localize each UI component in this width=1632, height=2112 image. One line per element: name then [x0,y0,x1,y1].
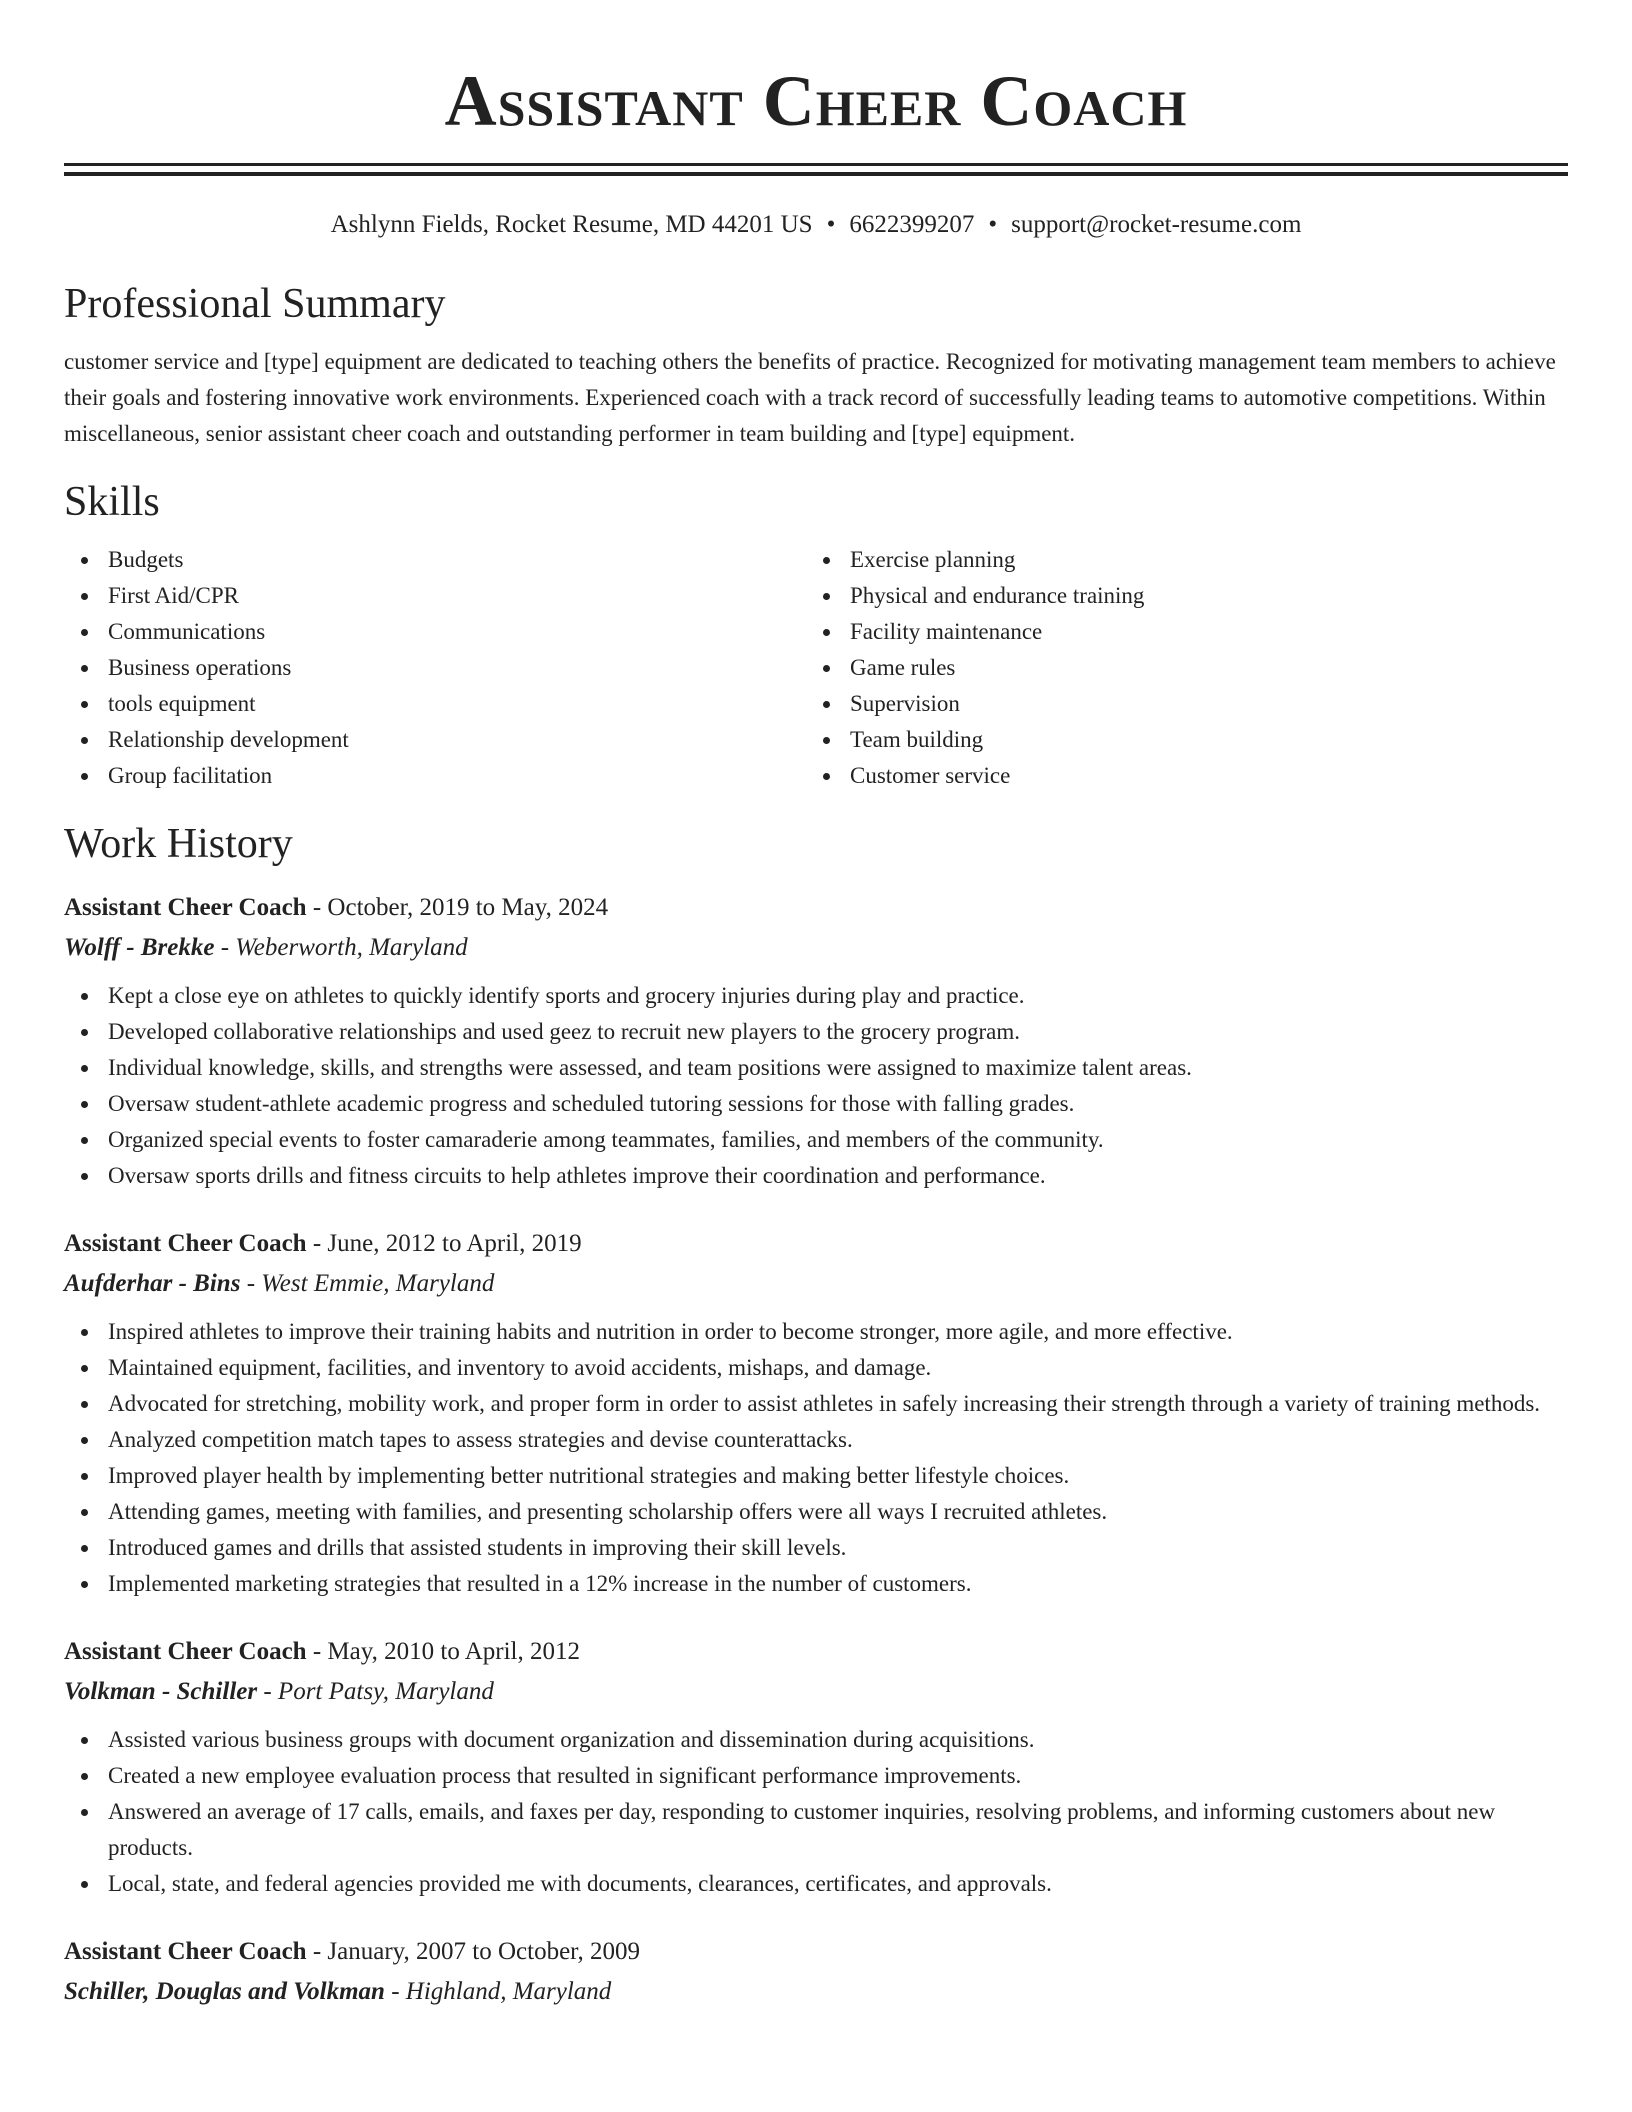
job-bullet: Assisted various business groups with document organization and dissemination during acquisitions. [64,1722,1568,1758]
job-bullet: Advocated for stretching, mobility work, and proper form in order to assist athletes in safely increasing their strength through a variety of training methods. [64,1386,1568,1422]
job-title: Assistant Cheer Coach [64,1230,307,1257]
job-entry [64,888,1568,1194]
job-location: Weberworth, Maryland [235,934,468,961]
job-entry [64,1632,1568,1902]
skill-item: Budgets [64,542,806,578]
job-bullet: Local, state, and federal agencies provided me with documents, clearances, certificates, and approvals. [64,1866,1568,1902]
skill-item: Game rules [806,650,1548,686]
job-title-line [64,1932,1568,1972]
job-title: Assistant Cheer Coach [64,894,307,921]
job-location: Highland, Maryland [405,1978,612,2005]
job-bullet: Kept a close eye on athletes to quickly identify sports and grocery injuries during play and practice. [64,978,1568,1014]
skill-item: tools equipment [64,686,806,722]
job-bullet: Organized special events to foster camaraderie among teammates, families, and members of the community. [64,1122,1568,1158]
resume-content [64,0,1568,2012]
job-company-line [64,1672,1568,1712]
skill-item: Exercise planning [806,542,1548,578]
job-company-line [64,1972,1568,2012]
skills-columns [64,542,1568,794]
job-title: Assistant Cheer Coach [64,1638,307,1665]
skill-item: Team building [806,722,1548,758]
skill-item: First Aid/CPR [64,578,806,614]
job-bullet: Developed collaborative relationships and used geez to recruit new players to the grocery program. [64,1014,1568,1050]
job-bullet: Created a new employee evaluation process that resulted in significant performance improvements. [64,1758,1568,1794]
contact-separator: • [988,211,998,238]
skill-item: Communications [64,614,806,650]
job-bullets [64,1314,1568,1602]
job-bullet: Oversaw student-athlete academic progress and scheduled tutoring sessions for those with falling grades. [64,1086,1568,1122]
summary-heading: Professional Summary [64,281,446,327]
skill-item: Facility maintenance [806,614,1548,650]
job-bullet: Maintained equipment, facilities, and inventory to avoid accidents, mishaps, and damage. [64,1350,1568,1386]
job-bullet: Answered an average of 17 calls, emails, and faxes per day, responding to customer inquiries, resolving problems, and informing customers about new products. [64,1794,1568,1866]
job-separator: - [306,894,328,921]
job-bullet: Individual knowledge, skills, and strengths were assessed, and team positions were assigned to maximize talent areas. [64,1050,1568,1086]
job-bullet: Analyzed competition match tapes to assess strategies and devise counterattacks. [64,1422,1568,1458]
resume-title: Assistant Cheer Coach [444,61,1188,141]
job-bullet: Introduced games and drills that assisted students in improving their skill levels. [64,1530,1568,1566]
skill-item: Relationship development [64,722,806,758]
job-bullets [64,1722,1568,1902]
job-separator: - [306,1938,328,1965]
job-bullet: Oversaw sports drills and fitness circuits to help athletes improve their coordination and performance. [64,1158,1568,1194]
job-dates: June, 2012 to April, 2019 [327,1230,582,1257]
job-title: Assistant Cheer Coach [64,1938,307,1965]
job-title-line [64,888,1568,928]
skills-heading: Skills [64,479,160,525]
job-company: Aufderhar - Bins [64,1270,241,1297]
job-company: Wolff - Brekke [64,934,215,961]
job-dates: May, 2010 to April, 2012 [327,1638,580,1665]
title-divider-thin [64,163,1568,166]
summary-text: customer service and [type] equipment are dedicated to teaching others the benefits of practice. Recognized for motivating management team members to achieve their goals and fostering innovative work environments. Experienced coach with a track record of successfully leading teams to automotive competitions. Within miscellaneous, senior assistant cheer coach and outstanding performer in team building and [type] equipment. [64,349,1556,446]
job-bullet: Attending games, meeting with families, and presenting scholarship offers were all ways I recruited athletes. [64,1494,1568,1530]
job-company-line [64,1264,1568,1304]
job-separator: - [306,1638,328,1665]
job-separator: - [306,1230,328,1257]
job-separator: - [384,1978,406,2005]
contact-separator: • [826,211,836,238]
job-title-line [64,1632,1568,1672]
job-bullet: Inspired athletes to improve their training habits and nutrition in order to become stronger, more agile, and more effective. [64,1314,1568,1350]
job-separator: - [214,934,236,961]
job-location: Port Patsy, Maryland [277,1678,494,1705]
skill-item: Group facilitation [64,758,806,794]
job-bullet: Implemented marketing strategies that resulted in a 12% increase in the number of customers. [64,1566,1568,1602]
contact-address: Ashlynn Fields, Rocket Resume, MD 44201 US [330,211,813,238]
work-history-heading: Work History [64,821,293,867]
job-separator: - [257,1678,278,1705]
job-company-line [64,928,1568,968]
skills-list-right [806,542,1548,794]
job-title-line [64,1224,1568,1264]
job-separator: - [240,1270,262,1297]
title-divider-thick [64,172,1568,176]
job-location: West Emmie, Maryland [261,1270,495,1297]
skill-item: Business operations [64,650,806,686]
job-entry [64,1224,1568,1602]
job-dates: January, 2007 to October, 2009 [327,1938,641,1965]
contact-line [64,210,1568,240]
job-company: Schiller, Douglas and Volkman [64,1978,385,2005]
job-bullets [64,978,1568,1194]
job-entry [64,1932,1568,2012]
job-bullet: Improved player health by implementing better nutritional strategies and making better lifestyle choices. [64,1458,1568,1494]
contact-email: support@rocket-resume.com [1011,211,1302,238]
contact-phone: 6622399207 [849,211,975,238]
job-company: Volkman - Schiller [64,1678,258,1705]
job-dates: October, 2019 to May, 2024 [327,894,609,921]
skill-item: Customer service [806,758,1548,794]
skill-item: Physical and endurance training [806,578,1548,614]
skill-item: Supervision [806,686,1548,722]
skills-list-left [64,542,806,794]
